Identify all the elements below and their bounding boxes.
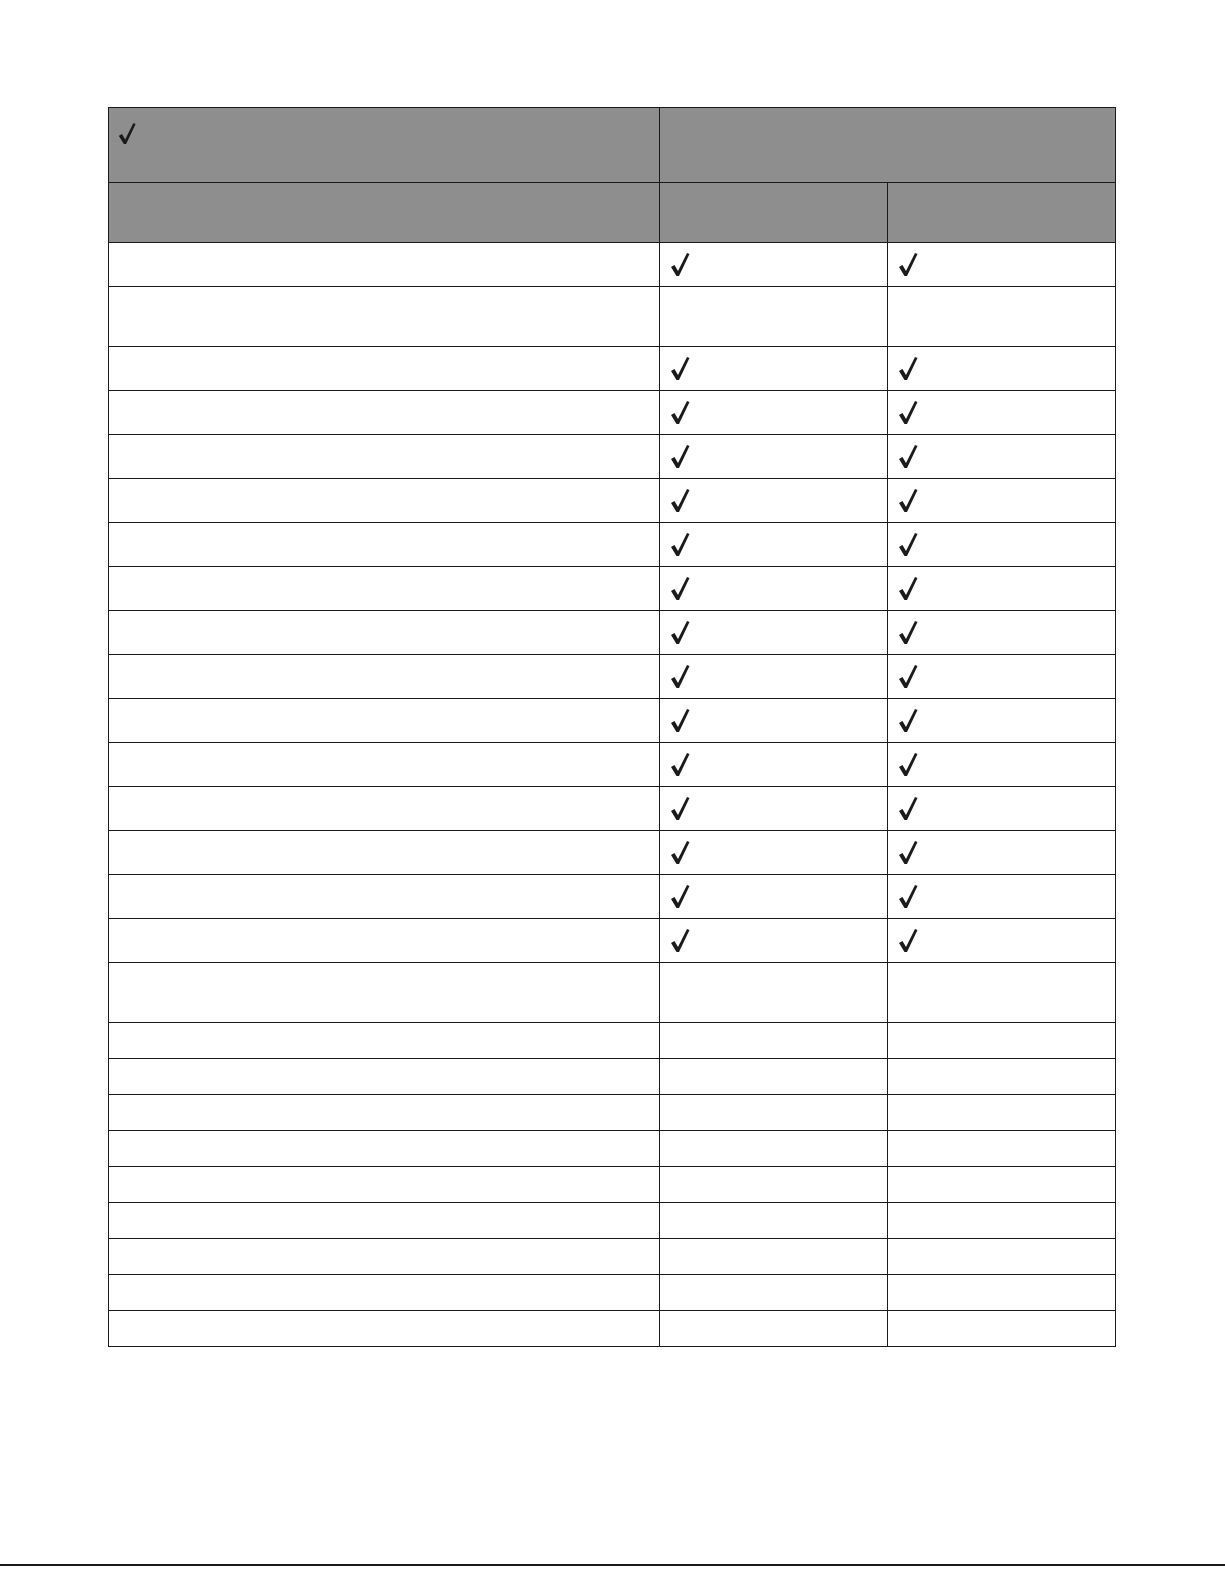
column-a-cell <box>660 523 887 567</box>
check-mark-icon <box>897 252 919 278</box>
feature-cell <box>109 787 660 831</box>
column-a-cell <box>660 1095 887 1131</box>
column-a-cell <box>660 655 887 699</box>
header-row-1 <box>109 108 1116 183</box>
column-a-cell <box>660 347 887 391</box>
check-mark-icon <box>669 928 691 954</box>
column-a-cell <box>660 1059 887 1095</box>
check-mark-icon <box>897 928 919 954</box>
table-row <box>109 787 1116 831</box>
column-a-cell <box>660 743 887 787</box>
table-row <box>109 1095 1116 1131</box>
check-mark-icon <box>897 664 919 690</box>
feature-cell <box>109 831 660 875</box>
check-mark-icon <box>669 252 691 278</box>
table-row <box>109 435 1116 479</box>
feature-cell <box>109 1311 660 1347</box>
feature-cell <box>109 479 660 523</box>
table-row <box>109 875 1116 919</box>
feature-cell <box>109 1203 660 1239</box>
column-a-cell <box>660 435 887 479</box>
table-row <box>109 1203 1116 1239</box>
feature-cell <box>109 1239 660 1275</box>
column-b-cell <box>887 1131 1116 1167</box>
column-a-cell <box>660 787 887 831</box>
check-mark-icon <box>669 488 691 514</box>
check-mark-icon <box>669 576 691 602</box>
column-b-cell <box>887 347 1116 391</box>
table-row <box>109 243 1116 287</box>
feature-cell <box>109 391 660 435</box>
table-row <box>109 523 1116 567</box>
feature-cell <box>109 567 660 611</box>
header-column-a-cell <box>660 183 887 243</box>
table-row <box>109 567 1116 611</box>
feature-cell <box>109 435 660 479</box>
check-mark-icon <box>669 532 691 558</box>
check-mark-icon <box>897 356 919 382</box>
check-mark-icon <box>669 664 691 690</box>
column-b-cell <box>887 1311 1116 1347</box>
feature-cell <box>109 875 660 919</box>
feature-cell <box>109 743 660 787</box>
header-row-2 <box>109 183 1116 243</box>
feature-cell <box>109 699 660 743</box>
column-b-cell <box>887 435 1116 479</box>
column-b-cell <box>887 391 1116 435</box>
feature-cell <box>109 611 660 655</box>
column-b-cell <box>887 567 1116 611</box>
column-b-cell <box>887 787 1116 831</box>
column-b-cell <box>887 875 1116 919</box>
feature-cell <box>109 655 660 699</box>
column-b-cell <box>887 1095 1116 1131</box>
column-b-cell <box>887 1203 1116 1239</box>
header-legend-cell <box>109 108 660 183</box>
column-a-cell <box>660 611 887 655</box>
column-a-cell <box>660 1239 887 1275</box>
column-b-cell <box>887 479 1116 523</box>
check-mark-icon <box>669 620 691 646</box>
table-row <box>109 287 1116 347</box>
column-a-cell <box>660 1311 887 1347</box>
column-b-cell <box>887 699 1116 743</box>
feature-cell <box>109 1131 660 1167</box>
check-mark-icon <box>669 708 691 734</box>
check-mark-icon <box>897 708 919 734</box>
check-mark-icon <box>897 840 919 866</box>
support-matrix-table <box>108 107 1116 1347</box>
feature-cell <box>109 919 660 963</box>
check-mark-icon <box>897 752 919 778</box>
column-b-cell <box>887 963 1116 1023</box>
column-a-cell <box>660 243 887 287</box>
feature-cell <box>109 1167 660 1203</box>
column-a-cell <box>660 391 887 435</box>
column-a-cell <box>660 919 887 963</box>
column-a-cell <box>660 831 887 875</box>
column-a-cell <box>660 1131 887 1167</box>
column-b-cell <box>887 1023 1116 1059</box>
check-mark-icon <box>669 444 691 470</box>
header-column-b-cell <box>887 183 1116 243</box>
feature-cell <box>109 1059 660 1095</box>
table-row <box>109 1167 1116 1203</box>
feature-cell <box>109 243 660 287</box>
feature-cell <box>109 347 660 391</box>
feature-cell <box>109 1023 660 1059</box>
table-row <box>109 1275 1116 1311</box>
table-row <box>109 479 1116 523</box>
column-b-cell <box>887 1059 1116 1095</box>
check-mark-icon <box>117 121 137 147</box>
feature-cell <box>109 963 660 1023</box>
table-row <box>109 391 1116 435</box>
table-row <box>109 1059 1116 1095</box>
table-row <box>109 831 1116 875</box>
column-b-cell <box>887 1167 1116 1203</box>
header-feature-cell <box>109 183 660 243</box>
check-mark-icon <box>897 488 919 514</box>
check-mark-icon <box>669 400 691 426</box>
table-row <box>109 919 1116 963</box>
footer-rule <box>0 1564 1225 1566</box>
check-mark-icon <box>897 796 919 822</box>
check-mark-icon <box>897 400 919 426</box>
check-mark-icon <box>669 796 691 822</box>
check-mark-icon <box>897 532 919 558</box>
column-b-cell <box>887 919 1116 963</box>
table-row <box>109 1023 1116 1059</box>
table-row <box>109 347 1116 391</box>
check-mark-icon <box>897 444 919 470</box>
column-a-cell <box>660 875 887 919</box>
table-row <box>109 1131 1116 1167</box>
column-a-cell <box>660 1203 887 1239</box>
column-b-cell <box>887 1275 1116 1311</box>
check-mark-icon <box>897 576 919 602</box>
column-a-cell <box>660 699 887 743</box>
column-a-cell <box>660 287 887 347</box>
column-a-cell <box>660 1275 887 1311</box>
column-b-cell <box>887 611 1116 655</box>
table-row <box>109 611 1116 655</box>
feature-cell <box>109 1275 660 1311</box>
column-b-cell <box>887 1239 1116 1275</box>
column-b-cell <box>887 831 1116 875</box>
table-row <box>109 1239 1116 1275</box>
check-mark-icon <box>669 840 691 866</box>
column-b-cell <box>887 655 1116 699</box>
table-row <box>109 1311 1116 1347</box>
check-mark-icon <box>897 620 919 646</box>
column-b-cell <box>887 243 1116 287</box>
table-row <box>109 963 1116 1023</box>
column-b-cell <box>887 523 1116 567</box>
column-a-cell <box>660 567 887 611</box>
header-group-cell <box>660 108 1116 183</box>
column-b-cell <box>887 743 1116 787</box>
feature-cell <box>109 287 660 347</box>
column-b-cell <box>887 287 1116 347</box>
column-a-cell <box>660 963 887 1023</box>
check-mark-icon <box>669 884 691 910</box>
check-mark-icon <box>669 752 691 778</box>
check-mark-icon <box>897 884 919 910</box>
check-mark-icon <box>669 356 691 382</box>
table-row <box>109 699 1116 743</box>
feature-cell <box>109 1095 660 1131</box>
feature-cell <box>109 523 660 567</box>
column-a-cell <box>660 1023 887 1059</box>
column-a-cell <box>660 1167 887 1203</box>
table-row <box>109 743 1116 787</box>
table-row <box>109 655 1116 699</box>
column-a-cell <box>660 479 887 523</box>
